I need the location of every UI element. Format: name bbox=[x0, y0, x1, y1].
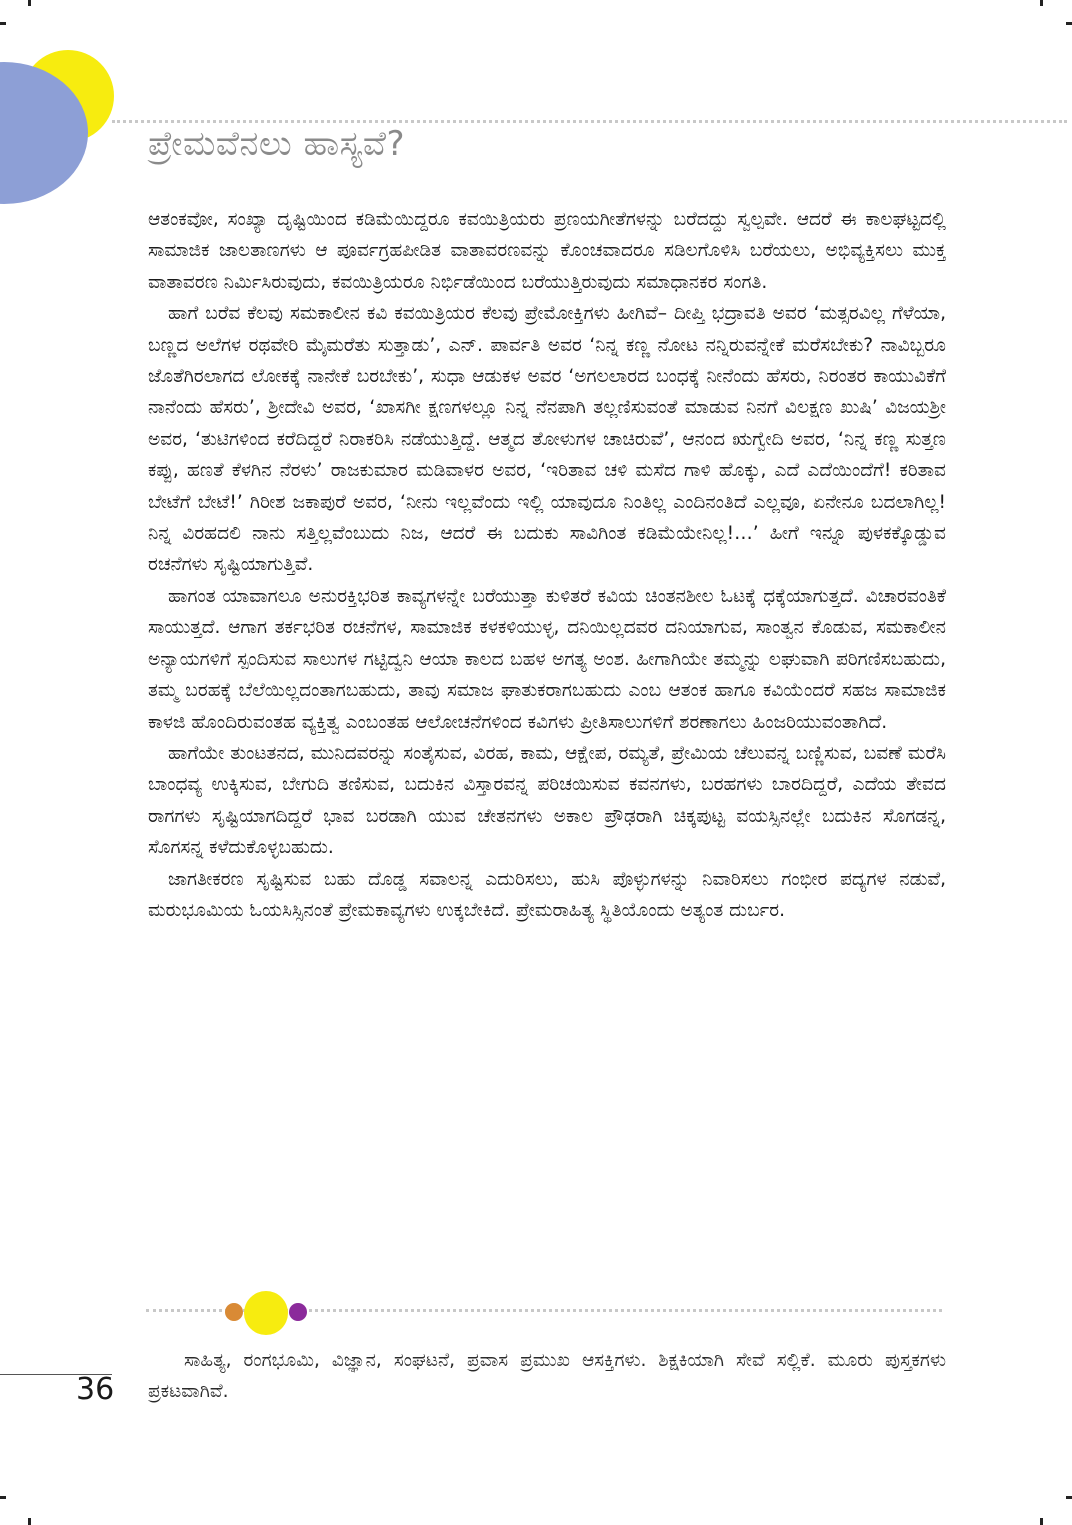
page-number: 36 bbox=[76, 1372, 115, 1407]
article-paragraph: ಹಾಗೆ ಬರೆವ ಕೆಲವು ಸಮಕಾಲೀನ ಕವಿ ಕವಯಿತ್ರಿಯರ ಕೆಲವು ಪ್ರೇಮೋಕ್ತಿಗಳು ಹೀಗಿವೆ– ದೀಪ್ತಿ ಭದ್ರಾವತಿ ಅವರ ‘ಮತ್ಸರವಿಲ್ಲ ಗೆಳೆಯಾ, ಬಣ್ಣದ ಅಲೆಗಳ ರಥವೇರಿ ಮೈಮರೆತು ಸುತ್ತಾಡು’, ಎನ್. ಪಾರ್ವತಿ ಅವರ ‘ನಿನ್ನ ಕಣ್ಣ ನೋಟ ನನ್ನಿರುವನ್ನೇಕೆ ಮರೆಸಬೇಕು? ನಾವಿಬ್ಬರೂ ಜೊತೆಗಿರಲಾಗದ ಲೋಕಕ್ಕೆ ನಾನೇಕೆ ಬರಬೇಕು’, ಸುಧಾ ಆಡುಕಳ ಅವರ ‘ಅಗಲಲಾರದ ಬಂಧಕ್ಕೆ ನೀನೆಂದು ಹೆಸರು, ನಿರಂತರ ಕಾಯುವಿಕೆಗೆ ನಾನೆಂದು ಹೆಸರು’, ಶ್ರೀದೇವಿ ಅವರ, ‘ಖಾಸಗೀ ಕ್ಷಣಗಳಲ್ಲೂ ನಿನ್ನ ನೆನಪಾಗಿ ತಲ್ಲಣಿಸುವಂತೆ ಮಾಡುವ ನಿನಗೆ ವಿಲಕ್ಷಣ ಖುಷಿ’ ವಿಜಯಶ್ರೀ ಅವರ, ‘ತುಟಿಗಳಿಂದ ಕರೆದಿದ್ದರೆ ನಿರಾಕರಿಸಿ ನಡೆಯುತ್ತಿದ್ದೆ. ಆತ್ಮದ ತೋಳುಗಳ ಚಾಚಿರುವೆ’, ಆನಂದ ಋಗ್ವೇದಿ ಅವರ, ‘ನಿನ್ನ ಕಣ್ಣ ಸುತ್ತಣ ಕಪ್ಪು, ಹಣತೆ ಕೆಳಗಿನ ನೆರಳು’ ರಾಜಕುಮಾರ ಮಡಿವಾಳರ ಅವರ, ‘ಇರಿತಾವ ಚಳಿ ಮಸೆದ ಗಾಳಿ ಹೊಕ್ಕು, ಎದೆ ಎದೆಯಿಂದೆಗೆ! ಕರಿತಾವ ಬೇಟೆಗೆ ಬೇಟೆ!’ ಗಿರೀಶ ಜಕಾಪುರೆ ಅವರ, ‘ನೀನು ಇಲ್ಲವೆಂದು ಇಲ್ಲಿ ಯಾವುದೂ ನಿಂತಿಲ್ಲ ಎಂದಿನಂತಿದೆ ಎಲ್ಲವೂ, ಏನೇನೂ ಬದಲಾಗಿಲ್ಲ! ನಿನ್ನ ವಿರಹದಲಿ ನಾನು ಸತ್ತಿಲ್ಲವೆಂಬುದು ನಿಜ, ಆದರೆ ಈ ಬದುಕು ಸಾವಿಗಿಂತ ಕಡಿಮೆಯೇನಿಲ್ಲ!…’ ಹೀಗೆ ಇನ್ನೂ ಪುಳಕಕ್ಕೊಡ್ಡುವ ರಚನೆಗಳು ಸೃಷ್ಟಿಯಾಗುತ್ತಿವೆ. bbox=[148, 303, 946, 576]
article-paragraph: ಹಾಗೆಯೇ ತುಂಟತನದ, ಮುನಿದವರನ್ನು ಸಂತೈಸುವ, ವಿರಹ, ಕಾಮ, ಆಕ್ಷೇಪ, ರಮ್ಯತೆ, ಪ್ರೇಮಿಯ ಚೆಲುವನ್ನ ಬಣ್ಣಿಸುವ, ಬವಣೆ ಮರೆಸಿ ಬಾಂಧವ್ಯ ಉಕ್ಕಿಸುವ, ಬೇಗುದಿ ತಣಿಸುವ, ಬದುಕಿನ ವಿಸ್ತಾರವನ್ನ ಪರಿಚಯಿಸುವ ಕವನಗಳು, ಬರಹಗಳು ಬಾರದಿದ್ದರೆ, ಎದೆಯ ತೇವದ ರಾಗಗಳು ಸೃಷ್ಟಿಯಾಗದಿದ್ದರೆ ಭಾವ ಬರಡಾಗಿ ಯುವ ಚೇತನಗಳು ಅಕಾಲ ಪ್ರೌಢರಾಗಿ ಚಿಕ್ಕಪುಟ್ಟ ವಯಸ್ಸಿನಲ್ಲೇ ಬದುಕಿನ ಸೊಗಡನ್ನ, ಸೊಗಸನ್ನ ಕಳೆದುಕೊಳ್ಳಬಹುದು. bbox=[148, 742, 946, 859]
author-bio: ಸಾಹಿತ್ಯ, ರಂಗಭೂಮಿ, ವಿಜ್ಞಾನ, ಸಂಘಟನೆ, ಪ್ರವಾಸ ಪ್ರಮುಖ ಆಸಕ್ತಿಗಳು. ಶಿಕ್ಷಕಿಯಾಗಿ ಸೇವೆ ಸಲ್ಲಿಕೆ. ಮೂರು ಪುಸ್ತಕಗಳು ಪ್ರಕಟವಾಗಿವೆ. bbox=[148, 1350, 946, 1403]
article-paragraph: ಹಾಗಂತ ಯಾವಾಗಲೂ ಅನುರಕ್ತಿಭರಿತ ಕಾವ್ಯಗಳನ್ನೇ ಬರೆಯುತ್ತಾ ಕುಳಿತರೆ ಕವಿಯ ಚಿಂತನಶೀಲ ಓಟಕ್ಕೆ ಧಕ್ಕೆಯಾಗುತ್ತದೆ. ವಿಚಾರವಂತಿಕೆ ಸಾಯುತ್ತದೆ. ಆಗಾಗ ತರ್ಕಭರಿತ ರಚನೆಗಳ, ಸಾಮಾಜಿಕ ಕಳಕಳಿಯುಳ್ಳ, ದನಿಯಿಲ್ಲದವರ ದನಿಯಾಗುವ, ಸಾಂತ್ವನ ಕೊಡುವ, ಸಮಕಾಲೀನ ಅನ್ಯಾಯಗಳಿಗೆ ಸ್ಪಂದಿಸುವ ಸಾಲುಗಳ ಗಟ್ಟಿದ್ವನಿ ಆಯಾ ಕಾಲದ ಬಹಳ ಅಗತ್ಯ ಅಂಶ. ಹೀಗಾಗಿಯೇ ತಮ್ಮನ್ನು ಲಘುವಾಗಿ ಪರಿಗಣಿಸಬಹುದು, ತಮ್ಮ ಬರಹಕ್ಕೆ ಬೆಲೆಯಿಲ್ಲದಂತಾಗಬಹುದು, ತಾವು ಸಮಾಜ ಘಾತುಕರಾಗಬಹುದು ಎಂಬ ಆತಂಕ ಹಾಗೂ ಕವಿಯೆಂದರೆ ಸಹಜ ಸಾಮಾಜಿಕ ಕಾಳಜಿ ಹೊಂದಿರುವಂತಹ ವ್ಯಕ್ತಿತ್ವ ಎಂಬಂತಹ ಆಲೋಚನೆಗಳಿಂದ ಕವಿಗಳು ಪ್ರೀತಿಸಾಲುಗಳಿಗೆ ಶರಣಾಗಲು ಹಿಂಜರಿಯುವಂತಾಗಿದೆ. bbox=[148, 585, 946, 733]
crop-mark bbox=[1040, 1518, 1043, 1525]
crop-mark bbox=[1040, 0, 1043, 6]
top-dotted-rule bbox=[112, 120, 1067, 123]
decorative-yellow-dot bbox=[244, 1291, 288, 1335]
crop-mark bbox=[1066, 1496, 1072, 1499]
decorative-purple-dot bbox=[289, 1303, 307, 1321]
crop-mark bbox=[0, 22, 6, 25]
crop-mark bbox=[1066, 22, 1072, 25]
crop-mark bbox=[28, 0, 31, 6]
article-body bbox=[148, 204, 946, 926]
crop-mark bbox=[0, 1496, 6, 1499]
article-title: ಪ್ರೇಮವೆನಲು ಹಾಸ್ಯವೆ? bbox=[148, 124, 406, 164]
article-paragraph: ಆತಂಕವೋ, ಸಂಖ್ಯಾ ದೃಷ್ಟಿಯಿಂದ ಕಡಿಮೆಯಿದ್ದರೂ ಕವಯಿತ್ರಿಯರು ಪ್ರಣಯಗೀತೆಗಳನ್ನು ಬರೆದದ್ದು ಸ್ವಲ್ಪವೇ. ಆದರೆ ಈ ಕಾಲಘಟ್ಟದಲ್ಲಿ ಸಾಮಾಜಿಕ ಜಾಲತಾಣಗಳು ಆ ಪೂರ್ವಗ್ರಹಪೀಡಿತ ವಾತಾವರಣವನ್ನು ಕೊಂಚವಾದರೂ ಸಡಿಲಗೊಳಿಸಿ ಬರೆಯಲು, ಅಭಿವ್ಯಕ್ತಿಸಲು ಮುಕ್ತ ವಾತಾವರಣ ನಿರ್ಮಿಸಿರುವುದು, ಕವಯಿತ್ರಿಯರೂ ನಿರ್ಭಿಡೆಯಿಂದ ಬರೆಯುತ್ತಿರುವುದು ಸಮಾಧಾನಕರ ಸಂಗತಿ. bbox=[148, 209, 946, 293]
article-paragraph: ಜಾಗತೀಕರಣ ಸೃಷ್ಟಿಸುವ ಬಹು ದೊಡ್ಡ ಸವಾಲನ್ನ ಎದುರಿಸಲು, ಹುಸಿ ಪೊಳ್ಳುಗಳನ್ನು ನಿವಾರಿಸಲು ಗಂಭೀರ ಪದ್ಯಗಳ ನಡುವೆ, ಮರುಭೂಮಿಯ ಓಯಸಿಸ್ಸಿನಂತೆ ಪ್ರೇಮಕಾವ್ಯಗಳು ಉಕ್ಕಬೇಕಿದೆ. ಪ್ರೇಮರಾಹಿತ್ಯ ಸ್ಥಿತಿಯೊಂದು ಅತ್ಯಂತ ದುರ್ಬರ. bbox=[148, 868, 946, 921]
decorative-orange-dot bbox=[225, 1303, 243, 1321]
crop-mark bbox=[28, 1518, 31, 1525]
